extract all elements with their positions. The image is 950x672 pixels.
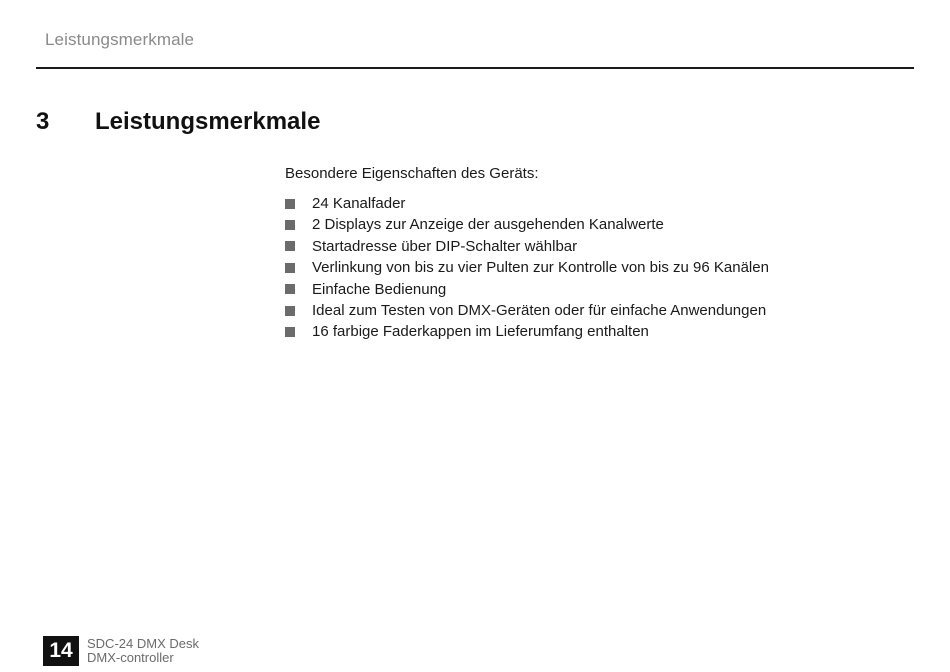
feature-text: Ideal zum Testen von DMX-Geräten oder für einfache Anwendungen	[312, 301, 767, 319]
list-item	[285, 236, 905, 257]
chapter-title: Leistungsmerkmale	[95, 108, 321, 135]
list-item	[285, 193, 905, 214]
list-item	[285, 300, 905, 321]
intro-text: Besondere Eigenschaften des Geräts:	[285, 165, 539, 182]
list-item	[285, 214, 905, 235]
product-type: DMX-controller	[87, 650, 174, 665]
square-bullet-icon	[285, 284, 295, 294]
square-bullet-icon	[285, 241, 295, 251]
square-bullet-icon	[285, 306, 295, 316]
content-body	[285, 164, 905, 343]
page-number: 14	[43, 636, 79, 666]
chapter-heading	[36, 108, 320, 136]
running-header: Leistungsmerkmale	[45, 30, 195, 49]
square-bullet-icon	[285, 327, 295, 337]
feature-text: 2 Displays zur Anzeige der ausgehenden Kanalwerte	[312, 216, 664, 234]
list-item	[285, 321, 905, 342]
chapter-number: 3	[36, 108, 50, 135]
feature-text: 24 Kanalfader	[312, 195, 406, 212]
footer-product-info	[87, 637, 199, 665]
feature-text: 16 farbige Faderkappen im Lieferumfang enthalten	[312, 323, 649, 341]
square-bullet-icon	[285, 263, 295, 273]
square-bullet-icon	[285, 199, 295, 209]
header-rule	[36, 67, 914, 69]
list-item	[285, 257, 905, 278]
feature-text: Startadresse über DIP-Schalter wählbar	[312, 237, 578, 255]
feature-list	[285, 193, 905, 343]
square-bullet-icon	[285, 220, 295, 230]
feature-text: Verlinkung von bis zu vier Pulten zur Kontrolle von bis zu 96 Kanälen	[312, 259, 769, 277]
product-name: SDC-24 DMX Desk	[87, 636, 199, 651]
list-item	[285, 279, 905, 300]
feature-text: Einfache Bedienung	[312, 280, 447, 298]
page-footer	[43, 636, 199, 666]
